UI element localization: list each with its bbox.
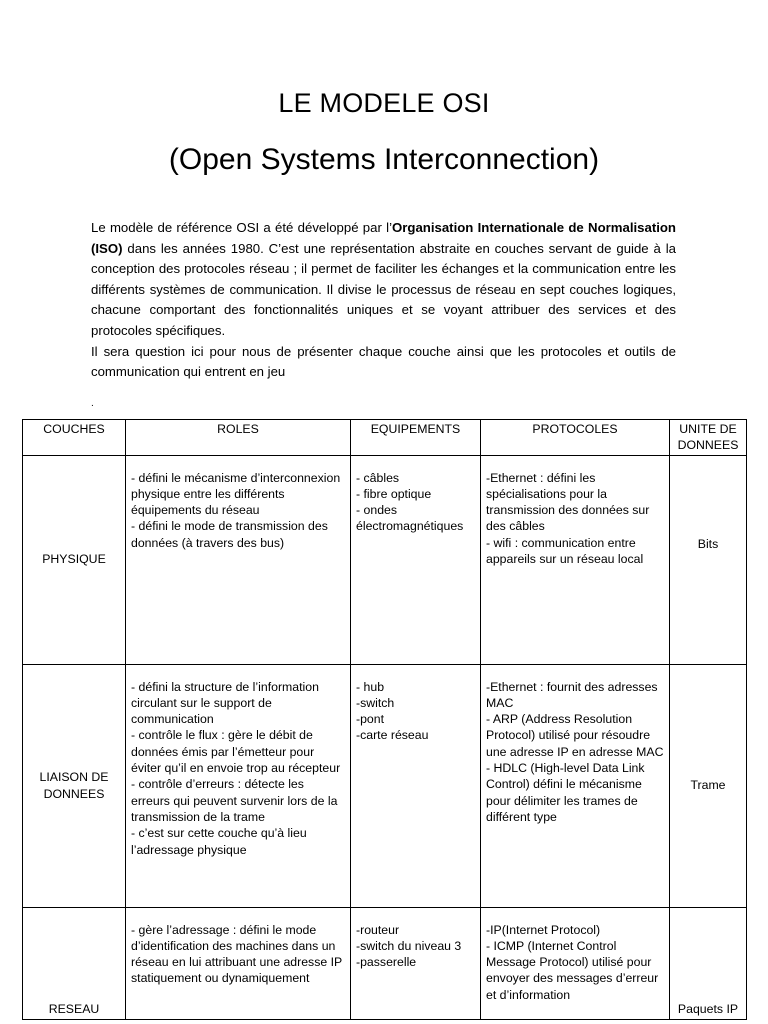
table-row xyxy=(23,907,747,1019)
role-item: - contrôle le flux : gère le débit de données émis par l’émetteur pour éviter qu’il en envoie trop au récepteur xyxy=(131,728,341,776)
table-header-row xyxy=(23,420,747,456)
layer-name: PHYSIQUE xyxy=(23,455,126,664)
intro-p1-before: Le modèle de référence OSI a été développé par l’ xyxy=(91,220,393,235)
protocol-item: - wifi : communication entre appareils sur un réseau local xyxy=(486,535,644,567)
equipment-item: -pont xyxy=(356,712,385,727)
layer-name: RESEAU xyxy=(23,907,126,1019)
role-item: - défini la structure de l’information circulant sur le support de communication xyxy=(131,679,319,727)
table-row xyxy=(23,455,747,664)
stray-dot: . xyxy=(91,398,94,409)
protocols-cell xyxy=(481,907,670,1019)
protocol-item: - ICMP (Internet Control Message Protocol) utilisé pour envoyer des messages d’erreur et d’information xyxy=(486,938,659,1002)
roles-cell xyxy=(126,455,351,664)
page-subtitle: (Open Systems Interconnection) xyxy=(168,143,600,176)
equipment-item: - hub xyxy=(356,679,385,694)
protocol-item: -Ethernet : défini les spécialisations pour la transmission des données sur des câbles xyxy=(486,470,650,534)
protocol-item: -IP(Internet Protocol) xyxy=(486,922,601,937)
intro-p1-after: dans les années 1980. C’est une représentation abstraite en couches servant de guide à la conception des protocoles réseau ; il permet de faciliter les échanges et la communication entre les différents systèmes de communication. Il divise le processus de réseau en sept couches logiques, chacune comportant des fonctionnalités uniques et se voyant attribuer des services et des protocoles spécifiques. xyxy=(91,240,676,338)
header-unite: UNITE DE DONNEES xyxy=(670,420,747,456)
equipment-cell xyxy=(351,455,481,664)
intro-text xyxy=(91,218,676,383)
equipment-item: -passerelle xyxy=(356,955,417,970)
equipment-cell xyxy=(351,907,481,1019)
header-equipements: EQUIPEMENTS xyxy=(351,420,481,456)
role-item: - défini le mode de transmission des données (à travers des bus) xyxy=(131,519,328,550)
equipment-item: -switch du niveau 3 xyxy=(356,938,462,953)
role-item: - défini le mécanisme d’interconnexion physique entre les différents équipements du réseau xyxy=(131,470,341,518)
protocols-cell xyxy=(481,455,670,664)
data-unit: Trame xyxy=(670,664,747,907)
header-protocoles: PROTOCOLES xyxy=(481,420,670,456)
table-row xyxy=(23,664,747,907)
role-item: - gère l’adressage : défini le mode d’identification des machines dans un réseau en lui attribuant une adresse IP statiquement ou dynamiquement xyxy=(131,922,343,986)
role-item: - c’est sur cette couche qu’à lieu l’adressage physique xyxy=(131,826,307,857)
protocol-item: - ARP (Address Resolution Protocol) utilisé pour résoudre une adresse IP en adresse MAC xyxy=(486,712,664,759)
data-unit: Bits xyxy=(670,455,747,664)
role-item: - contrôle d’erreurs : détecte les erreurs qui peuvent survenir lors de la transmission de la trame xyxy=(131,777,338,824)
header-roles: ROLES xyxy=(126,420,351,456)
equipment-item: - fibre optique xyxy=(356,486,432,501)
equipment-item: - câbles xyxy=(356,470,400,485)
protocol-item: -Ethernet : fournit des adresses MAC xyxy=(486,679,658,710)
data-unit: Paquets IP xyxy=(670,907,747,1019)
roles-cell xyxy=(126,907,351,1019)
layer-name: LIAISON DE DONNEES xyxy=(23,664,126,907)
equipment-item: -switch xyxy=(356,695,395,710)
header-couches: COUCHES xyxy=(23,420,126,456)
roles-cell xyxy=(126,664,351,907)
equipment-item: -carte réseau xyxy=(356,728,429,743)
protocols-cell xyxy=(481,664,670,907)
osi-table xyxy=(22,419,747,1020)
intro-paragraph-1 xyxy=(91,218,676,342)
protocol-item: - HDLC (High-level Data Link Control) défini le mécanisme pour délimiter les trames de différent type xyxy=(486,761,645,824)
equipment-cell xyxy=(351,664,481,907)
intro-paragraph-2: Il sera question ici pour nous de présenter chaque couche ainsi que les protocoles et outils de communication qui entrent en jeu xyxy=(91,343,676,380)
equipment-item: - ondes électromagnétiques xyxy=(356,503,464,534)
equipment-item: -routeur xyxy=(356,922,400,937)
page-title: LE MODELE OSI xyxy=(278,88,490,118)
intro-p1-bold: Organisation Internationale de Normalisation (ISO) xyxy=(91,220,676,256)
